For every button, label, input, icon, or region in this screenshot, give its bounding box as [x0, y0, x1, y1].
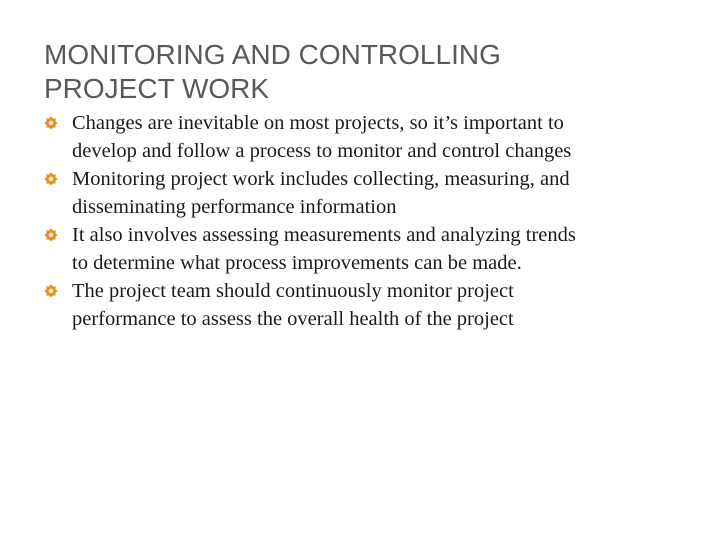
bullet-item: [44, 221, 684, 277]
bullet-text-line: performance to assess the overall health of the project: [72, 308, 514, 330]
bullet-text-line: to determine what process improvements can be made.: [72, 252, 522, 274]
bullet-text-line: develop and follow a process to monitor and control changes: [72, 140, 572, 162]
gear-icon-hole: [49, 233, 53, 237]
title-line: MONITORING AND CONTROLLING: [44, 39, 501, 70]
bullet-text-line: disseminating performance information: [72, 196, 397, 218]
title-line: PROJECT WORK: [44, 73, 270, 104]
gear-icon: [44, 284, 58, 298]
bullet-text-line: It also involves assessing measurements and analyzing trends: [72, 224, 576, 246]
gear-icon-hole: [49, 177, 53, 181]
bullet-item: [44, 277, 684, 333]
bullet-item: [44, 165, 684, 221]
bullet-text-line: Monitoring project work includes collecting, measuring, and: [72, 168, 570, 190]
gear-icon: [44, 172, 58, 186]
bullet-item: [44, 109, 684, 165]
bullet-list: [44, 109, 684, 333]
gear-icon-hole: [49, 121, 53, 125]
bullet-text-line: Changes are inevitable on most projects, so it’s important to: [72, 112, 564, 134]
slide-title: [44, 38, 684, 106]
gear-icon-hole: [49, 289, 53, 293]
bullet-text-line: The project team should continuously monitor project: [72, 280, 514, 302]
gear-icon: [44, 116, 58, 130]
gear-icon: [44, 228, 58, 242]
